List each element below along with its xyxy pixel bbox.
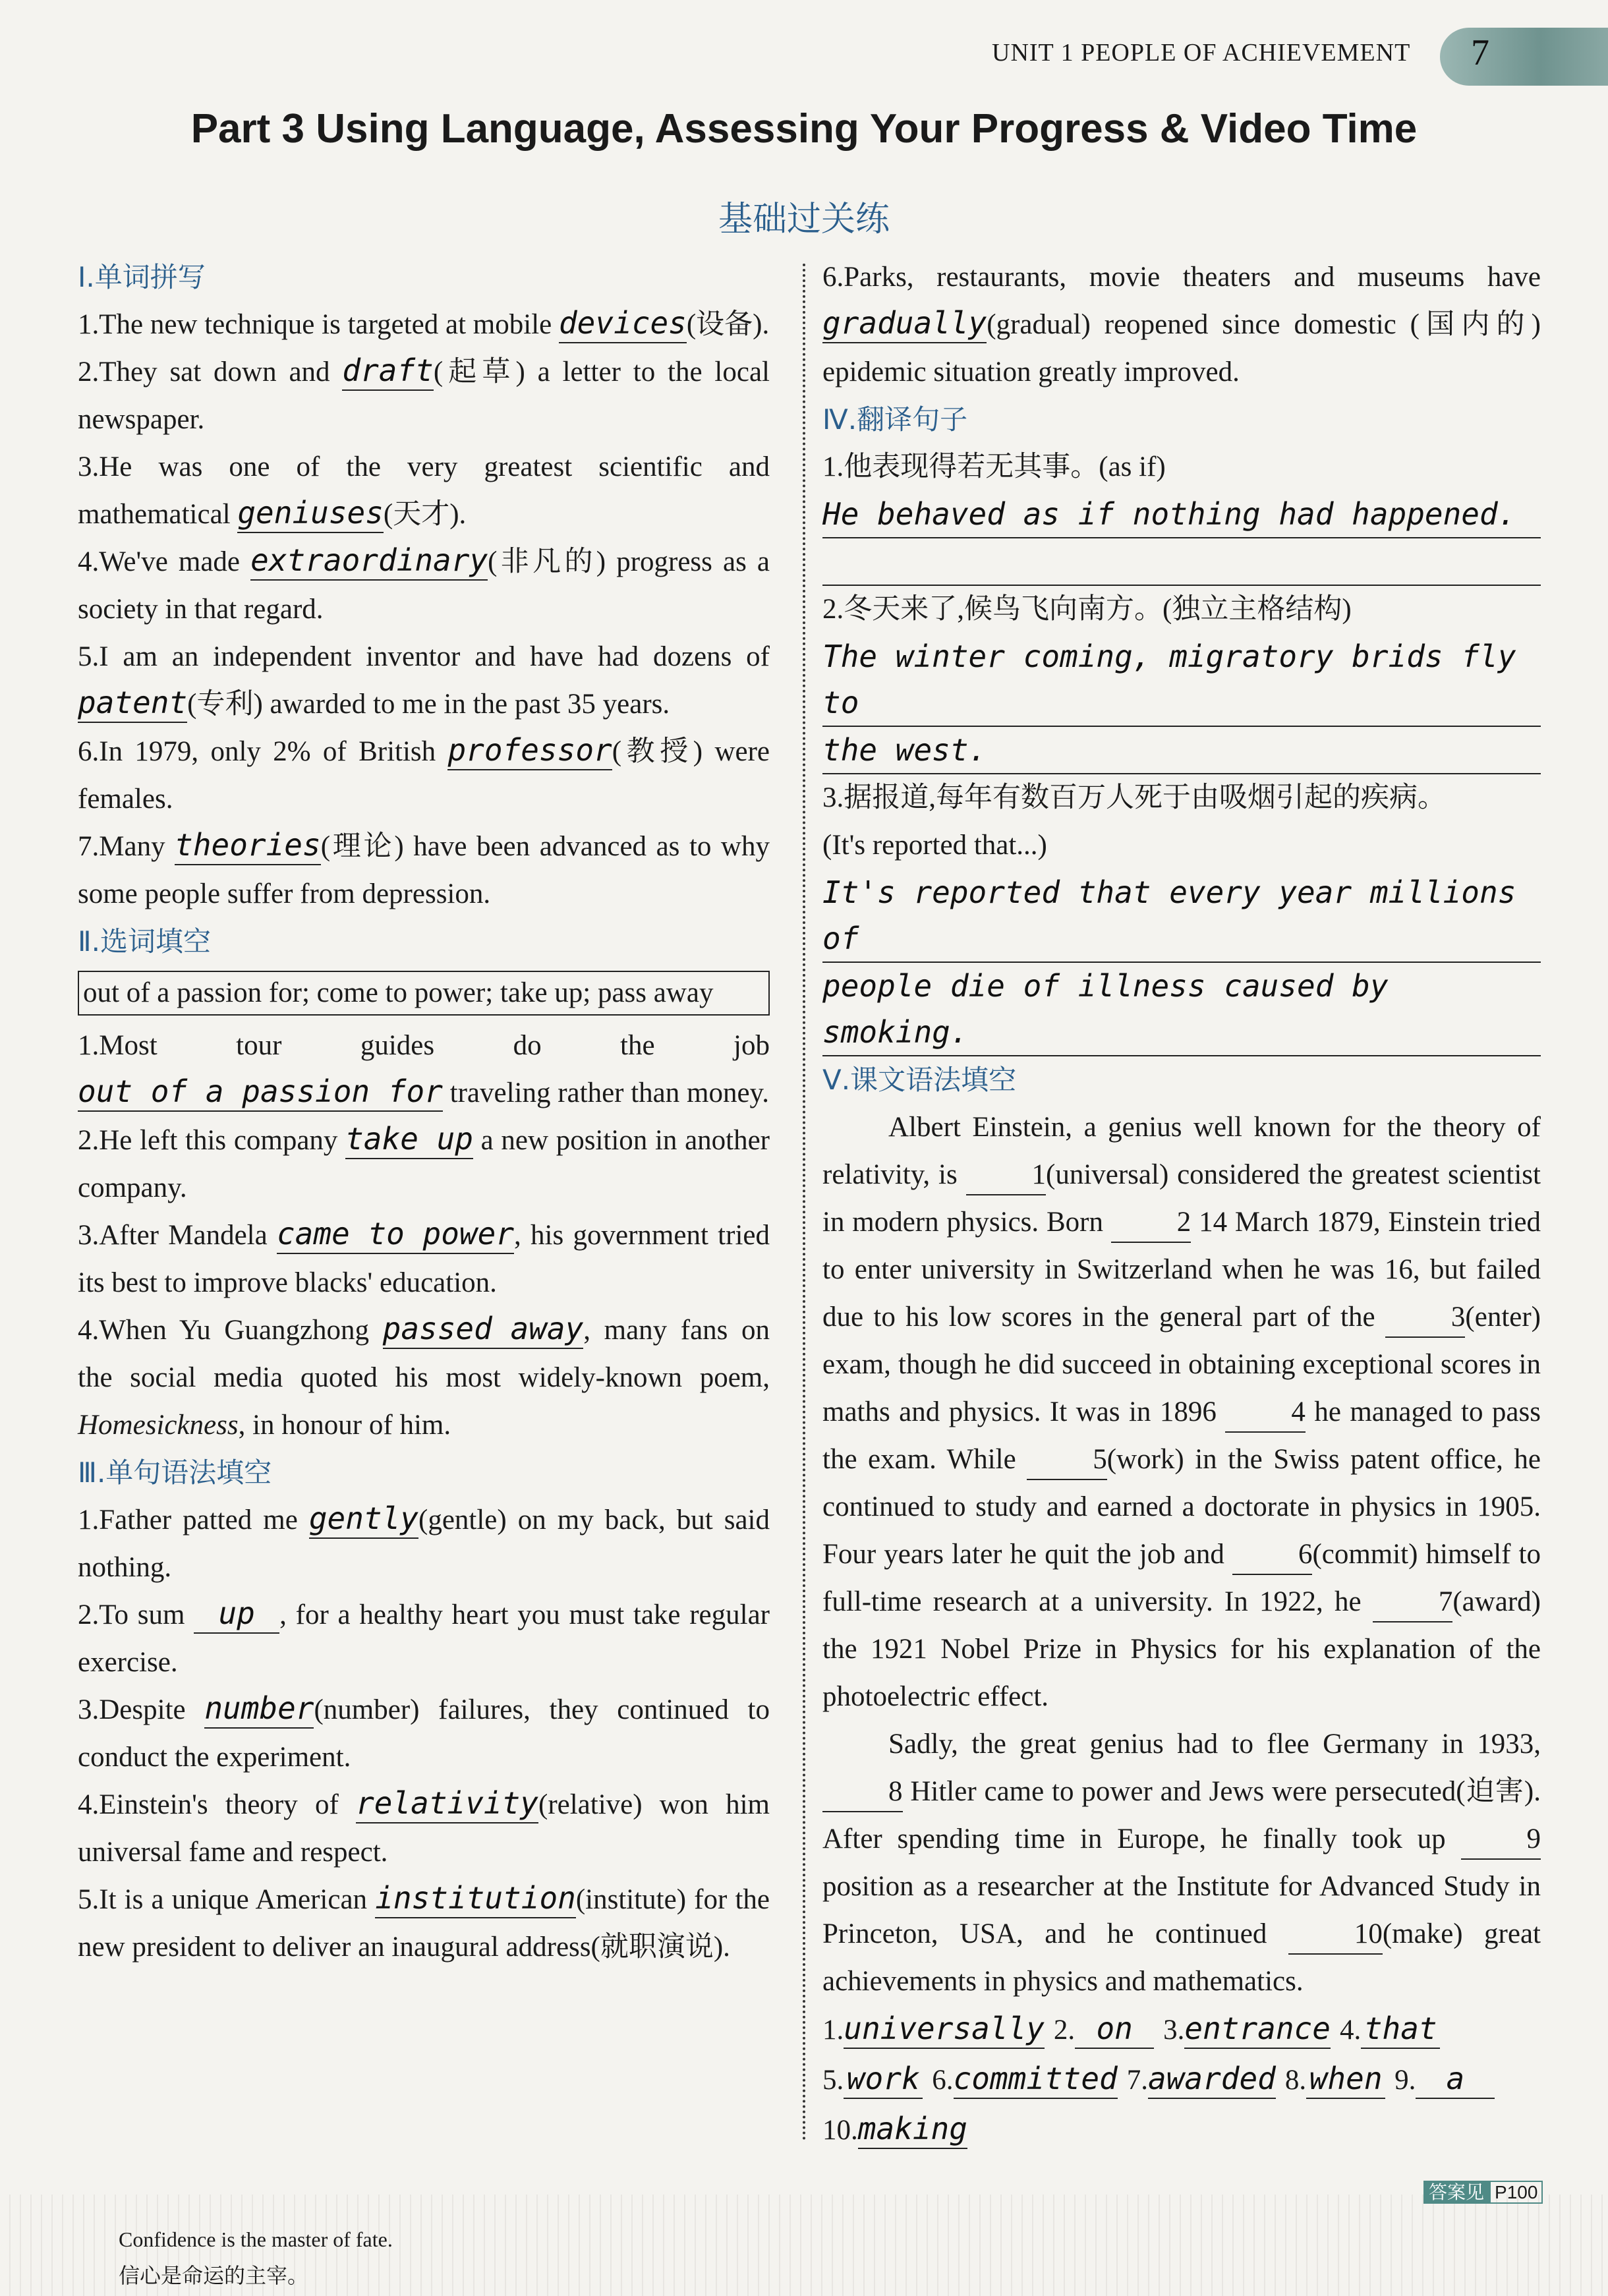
answer-blank[interactable]: theories: [175, 826, 321, 865]
cloze-answer[interactable]: making: [858, 2109, 967, 2149]
cloze-answer-item: 7.awarded: [1127, 2065, 1276, 2096]
footer-quote-cn: 信心是命运的主宰。: [119, 2263, 309, 2288]
answer-blank[interactable]: extraordinary: [250, 541, 488, 581]
exercise-item: 1.Father patted me gently(gentle) on my back, but said nothing.: [78, 1501, 770, 1583]
section-heading: Ⅳ.翻译句子: [822, 403, 968, 436]
word-bank-box: out of a passion for; come to power; take up; pass away: [78, 971, 770, 1016]
cloze-blank-4[interactable]: 4: [1225, 1393, 1306, 1433]
exercise-item: 3.After Mandela came to power, his government tried its best to improve blacks' education.: [78, 1216, 770, 1298]
cloze-blank-9[interactable]: 9: [1461, 1820, 1541, 1860]
answer-blank[interactable]: relativity: [356, 1784, 538, 1823]
cloze-blank-2[interactable]: 2: [1111, 1203, 1192, 1243]
cloze-answer-item: 2. on: [1054, 2015, 1154, 2046]
cloze-text: (make) great achievements in physics and mathematics.: [822, 1918, 1541, 1997]
left-column: [78, 254, 770, 1971]
translation-hint: (It's reported that...): [822, 830, 1047, 861]
exercise-item: 3.He was one of the very greatest scientific and mathematical geniuses(天才).: [78, 444, 770, 538]
answer-blank[interactable]: up: [194, 1594, 279, 1634]
section-heading: Ⅰ.单词拼写: [78, 261, 206, 293]
cloze-answer-item: 1.universally: [822, 2015, 1045, 2046]
cloze-paragraph: [822, 1104, 1541, 1721]
page-subtitle: 基础过关练: [718, 200, 890, 239]
cloze-text: (award) the 1921 Nobel Prize in Physics for his explanation of the photoelectric effect.: [822, 1586, 1541, 1712]
cloze-answer-item: 8. when: [1285, 2065, 1385, 2096]
answer-blank[interactable]: gently: [309, 1499, 418, 1539]
exercise-item: 1.Most tour guides do the job out of a passion for traveling rather than money.: [78, 1022, 770, 1117]
section-heading: Ⅲ.单句语法填空: [78, 1456, 272, 1489]
right-column: [822, 254, 1541, 2156]
exercise-item: 5.It is a unique American institution(institute) for the new president to deliver an inaugural address(就职演说).: [78, 1880, 770, 1963]
cloze-blank-3[interactable]: 3: [1385, 1298, 1466, 1338]
page-number: 7: [1471, 32, 1489, 73]
exercise-item: 2.To sum up , for a healthy heart you must take regular exercise.: [78, 1595, 770, 1678]
cloze-answer[interactable]: a: [1416, 2059, 1495, 2099]
cloze-text: Hitler came to power and Jews were persecuted(迫害). After spending time in Europe, he finally took up: [822, 1776, 1541, 1854]
translation-answer[interactable]: It's reported that every year millions of: [822, 869, 1541, 963]
page-number-badge: [1440, 28, 1608, 86]
cloze-text: (commit) himself to full-time research at a university. In 1922, he: [822, 1539, 1541, 1617]
cloze-text: 14 March 1879, Einstein tried to enter university in Switzerland when he was 16, but failed due to his low scores in the general part of the: [822, 1207, 1541, 1333]
exercise-item: 3.Despite number(number) failures, they continued to conduct the experiment.: [78, 1690, 770, 1773]
cloze-answer[interactable]: work: [844, 2059, 923, 2099]
exercise-item: 4.Einstein's theory of relativity(relative) won him universal fame and respect.: [78, 1785, 770, 1868]
cloze-blank-5[interactable]: 5: [1027, 1441, 1107, 1480]
translation-prompt: 2.冬天来了,候鸟飞向南方。(独立主格结构): [822, 594, 1352, 625]
answer-blank[interactable]: gradually: [822, 304, 987, 343]
cloze-answer-item: 6.committed: [932, 2065, 1118, 2096]
cloze-answer[interactable]: entrance: [1184, 2009, 1331, 2049]
answer-blank[interactable]: out of a passion for: [78, 1072, 443, 1112]
translation-prompt: 3.据报道,每年有数百万人死于由吸烟引起的疾病。: [822, 782, 1446, 813]
answer-blank[interactable]: take up: [345, 1120, 473, 1159]
cloze-answer[interactable]: on: [1075, 2009, 1154, 2049]
page-title: Part 3 Using Language, Assessing Your Progress & Video Time: [190, 106, 1418, 152]
cloze-answer[interactable]: awarded: [1148, 2059, 1276, 2099]
exercise-item: 1.The new technique is targeted at mobile devices(设备).: [78, 301, 770, 349]
answer-blank[interactable]: draft: [342, 351, 433, 391]
translation-answer[interactable]: people die of illness caused by smoking.: [822, 963, 1541, 1056]
cloze-answer-item: 3.entrance: [1163, 2015, 1331, 2046]
cloze-answer[interactable]: universally: [844, 2009, 1045, 2049]
exercise-item: 2.They sat down and draft(起草) a letter to the local newspaper.: [78, 353, 770, 435]
cloze-blank-7[interactable]: 7: [1373, 1583, 1453, 1622]
exercise-item: 7.Many theories(理论) have been advanced as to why some people suffer from depression.: [78, 827, 770, 909]
answer-blank[interactable]: professor: [447, 731, 612, 770]
cloze-text: (enter) exam, though he did succeed in obtaining exceptional scores in maths and physics. It was in 1896: [822, 1302, 1541, 1427]
exercise-item: 4.We've made extraordinary(非凡的) progress as a society in that regard.: [78, 542, 770, 625]
answer-blank[interactable]: came to power: [277, 1215, 514, 1254]
cloze-text: Sadly, the great genius had to flee Germany in 1933,: [888, 1729, 1541, 1760]
answer-reference: 答案见 P100: [1423, 2178, 1543, 2204]
exercise-item: 6.In 1979, only 2% of British professor(教授) were females.: [78, 732, 770, 815]
exercise-item: 4.When Yu Guangzhong passed away, many fans on the social media quoted his most widely-known poem, Homesickness, in honour of him.: [78, 1311, 770, 1441]
cloze-blank-6[interactable]: 6: [1232, 1535, 1313, 1575]
cloze-answer[interactable]: committed: [954, 2059, 1118, 2099]
cloze-answer-item: 9. a: [1394, 2065, 1495, 2096]
cloze-answer[interactable]: when: [1306, 2059, 1385, 2099]
cloze-text: (universal) considered the greatest scientist in modern physics. Born: [822, 1159, 1541, 1238]
answer-blank[interactable]: patent: [78, 683, 187, 723]
column-divider: [803, 264, 805, 2142]
exercise-item: 6.Parks, restaurants, movie theaters and museums have gradually(gradual) reopened since domestic (国内的) epidemic situation greatly improved.: [822, 262, 1541, 387]
footer-quote-en: Confidence is the master of fate.: [119, 2227, 393, 2251]
cloze-blank-1[interactable]: 1: [966, 1156, 1047, 1195]
translation-prompt: 1.他表现得若无其事。(as if): [822, 451, 1166, 482]
cloze-answer[interactable]: that: [1361, 2009, 1440, 2049]
cloze-text: Albert Einstein, a genius well known for the theory of relativity, is: [822, 1112, 1541, 1190]
cloze-text: (work) in the Swiss patent office, he continued to study and earned a doctorate in physics in 1905. Four years later he quit the job and: [822, 1444, 1541, 1570]
exercise-item: 2.He left this company take up a new position in another company.: [78, 1121, 770, 1203]
section-heading: Ⅴ.课文语法填空: [822, 1064, 1017, 1096]
answer-blank[interactable]: institution: [375, 1879, 576, 1918]
translation-answer[interactable]: the west.: [822, 727, 1541, 774]
running-header: UNIT 1 PEOPLE OF ACHIEVEMENT: [992, 39, 1411, 67]
cloze-answer-item: 10.making: [822, 2115, 967, 2146]
cloze-blank-8[interactable]: 8: [822, 1773, 903, 1812]
cloze-answer-item: 5. work: [822, 2065, 923, 2096]
section-heading: Ⅱ.选词填空: [78, 925, 212, 958]
cloze-text: he managed to pass the exam. While: [822, 1396, 1541, 1475]
cloze-text: position as a researcher at the Institute for Advanced Study in Princeton, USA, and he continued: [822, 1871, 1541, 1949]
translation-answer[interactable]: He behaved as if nothing had happened.: [822, 491, 1541, 538]
exercise-item: 5.I am an independent inventor and have had dozens of patent(专利) awarded to me in the past 35 years.: [78, 633, 770, 728]
answer-blank[interactable]: geniuses: [237, 494, 384, 533]
cloze-paragraph: [822, 1721, 1541, 2005]
cloze-answers: [822, 2005, 1541, 2156]
translation-answer-line[interactable]: [822, 538, 1541, 586]
answer-blank[interactable]: number: [204, 1689, 314, 1729]
translation-answer[interactable]: The winter coming, migratory brids fly to: [822, 633, 1541, 727]
cloze-answer-item: 4. that: [1340, 2015, 1440, 2046]
answer-blank[interactable]: devices: [559, 304, 687, 343]
answer-blank[interactable]: passed away: [383, 1309, 584, 1349]
cloze-blank-10[interactable]: 10: [1288, 1915, 1383, 1955]
